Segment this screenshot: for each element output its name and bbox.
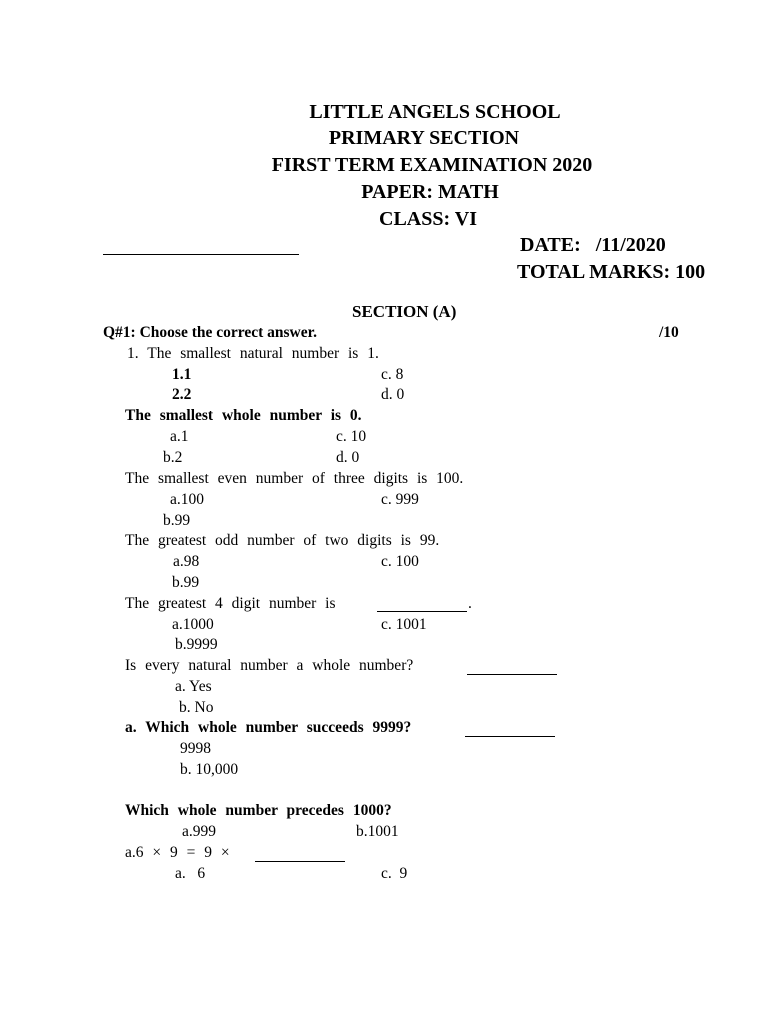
option: d. 0 <box>336 449 360 466</box>
exam-title: FIRST TERM EXAMINATION 2020 <box>271 154 593 176</box>
section-heading: PRIMARY SECTION <box>328 127 520 149</box>
option: c. 8 <box>381 366 404 383</box>
option: a.999 <box>182 823 217 840</box>
class-title: CLASS: VI <box>379 208 477 230</box>
option: b.1001 <box>356 823 399 840</box>
q1-marks: /10 <box>659 324 679 341</box>
option: b.9999 <box>175 636 218 653</box>
option: a.98 <box>173 553 200 570</box>
option: 9998 <box>180 740 211 757</box>
question-text: Is every natural number a whole number? <box>125 657 414 674</box>
option: c. 1001 <box>381 616 427 633</box>
question-text: 1. The smallest natural number is 1. <box>127 345 379 362</box>
option: c. 9 <box>381 865 408 882</box>
option: 2.2 <box>172 386 192 403</box>
option: d. 0 <box>381 386 405 403</box>
name-blank-line <box>103 254 299 255</box>
q1-heading: Q#1: Choose the correct answer. <box>103 324 317 341</box>
option: a. Yes <box>175 678 212 695</box>
option: b.99 <box>172 574 200 591</box>
option: c. 999 <box>381 491 419 508</box>
section-a-title: SECTION (A) <box>352 302 457 321</box>
option: a.100 <box>170 491 205 508</box>
question-text: The greatest 4 digit number is <box>125 595 336 612</box>
question-text: The smallest whole number is 0. <box>125 407 362 424</box>
option: c. 10 <box>336 428 367 445</box>
answer-blank-line <box>467 674 557 675</box>
school-name: LITTLE ANGELS SCHOOL <box>309 101 561 123</box>
answer-blank-line <box>377 611 467 612</box>
option: b. No <box>179 699 214 716</box>
total-marks: TOTAL MARKS: 100 <box>517 261 706 283</box>
date-label: DATE: /11/2020 <box>520 234 666 256</box>
option: c. 100 <box>381 553 419 570</box>
question-text: The greatest odd number of two digits is 99. <box>125 532 440 549</box>
option: a.1 <box>170 428 189 445</box>
question-text: a.6 × 9 = 9 × <box>125 844 230 861</box>
option: b.2 <box>163 449 183 466</box>
answer-blank-line <box>255 861 345 862</box>
option: 1.1 <box>172 366 192 383</box>
question-text: a. Which whole number succeeds 9999? <box>125 719 412 736</box>
option: a.1000 <box>172 616 214 633</box>
option: a. 6 <box>175 865 206 882</box>
paper-title: PAPER: MATH <box>361 181 499 203</box>
answer-blank-line <box>465 736 555 737</box>
question-text: Which whole number precedes 1000? <box>125 802 392 819</box>
question-tail: . <box>468 595 472 612</box>
option: b.99 <box>163 512 191 529</box>
question-text: The smallest even number of three digits is 100. <box>125 470 464 487</box>
option: b. 10,000 <box>180 761 239 778</box>
